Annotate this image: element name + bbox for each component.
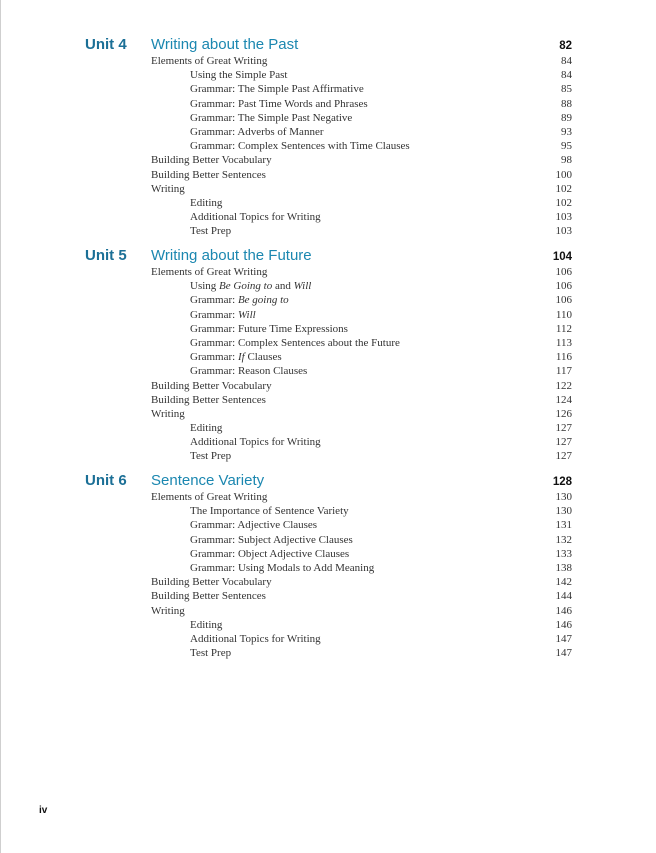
toc-entry[interactable] xyxy=(0,168,656,182)
toc-entry-label: Building Better Vocabulary xyxy=(151,154,272,167)
toc-entry-page: 110 xyxy=(555,308,572,321)
toc-entry-label: Elements of Great Writing xyxy=(151,491,268,503)
toc-subentry[interactable] xyxy=(0,547,656,561)
unit-heading[interactable] xyxy=(0,472,656,490)
toc-entry-label: Additional Topics for Writing xyxy=(190,632,321,645)
toc-entry-page: 132 xyxy=(555,533,572,546)
toc-subentry[interactable] xyxy=(0,518,656,532)
toc-entry-label: Test Prep xyxy=(190,647,232,660)
toc-entry-label: Grammar: Be going to xyxy=(190,294,289,307)
toc-entry-page: 127 xyxy=(555,436,572,449)
toc-entry-page: 147 xyxy=(555,632,572,645)
toc-entry-label: Test Prep xyxy=(190,225,232,238)
toc-subentry[interactable] xyxy=(0,646,656,660)
toc-entry-label: Grammar: Reason Clauses xyxy=(190,365,308,378)
toc-entry[interactable] xyxy=(0,575,656,589)
unit-number: Unit 6 xyxy=(85,472,127,489)
unit-section xyxy=(0,472,656,660)
unit-number: Unit 4 xyxy=(85,36,127,53)
toc-entry-label: Grammar: If Clauses xyxy=(190,351,282,364)
toc-entry-page: 131 xyxy=(555,519,572,532)
toc-entry-page: 103 xyxy=(555,225,572,238)
toc-entry-label: Building Better Sentences xyxy=(151,590,266,603)
toc-entry-label: Elements of Great Writing xyxy=(151,55,268,67)
toc-subentry[interactable] xyxy=(0,504,656,518)
unit-section xyxy=(0,36,656,238)
toc-entry-label: Grammar: Will xyxy=(190,308,256,321)
toc-entry-page: 102 xyxy=(555,196,572,209)
toc-entry-label: The Importance of Sentence Variety xyxy=(190,505,349,518)
toc-entry-label: Writing xyxy=(151,182,185,195)
toc-entry-page: 93 xyxy=(561,125,572,138)
toc-entry-page: 142 xyxy=(555,576,572,589)
toc-entry-label: Grammar: Complex Sentences with Time Clauses xyxy=(190,140,410,153)
toc-entry[interactable] xyxy=(0,153,656,167)
toc-entry-label: Editing xyxy=(190,196,223,209)
toc-entry[interactable] xyxy=(0,589,656,603)
toc-entry-page: 138 xyxy=(555,561,572,574)
toc-entry-label: Additional Topics for Writing xyxy=(190,436,321,449)
toc-entry-label: Building Better Vocabulary xyxy=(151,576,272,589)
toc-entry-page: 84 xyxy=(561,55,572,67)
toc-subentry[interactable] xyxy=(0,533,656,547)
toc-entry-page: 126 xyxy=(555,407,572,420)
unit-page-number: 128 xyxy=(552,476,572,488)
toc-entry[interactable] xyxy=(0,407,656,421)
toc-entry[interactable] xyxy=(0,379,656,393)
toc-entry-label: Editing xyxy=(190,422,223,435)
unit-heading[interactable] xyxy=(0,36,656,54)
toc-entry-page: 100 xyxy=(555,168,572,181)
toc-entry-label: Grammar: Subject Adjective Clauses xyxy=(190,533,353,546)
toc-entry-label: Grammar: Complex Sentences about the Future xyxy=(190,336,400,349)
toc-subentry[interactable] xyxy=(0,82,656,96)
toc-entry-label: Grammar: The Simple Past Negative xyxy=(190,111,353,124)
toc-entry-page: 130 xyxy=(555,491,572,503)
toc-subentry[interactable] xyxy=(0,421,656,435)
page-folio: iv xyxy=(39,805,48,816)
toc-subentry[interactable] xyxy=(0,293,656,307)
toc-entry-label: Grammar: Adverbs of Manner xyxy=(190,125,324,138)
toc-subentry[interactable] xyxy=(0,322,656,336)
toc-entry-label: Using Be Going to and Will xyxy=(190,280,312,293)
toc-entry-label: Using the Simple Past xyxy=(190,69,288,82)
toc-entry-label: Writing xyxy=(151,407,185,420)
toc-subentry[interactable] xyxy=(0,196,656,210)
toc-subentry[interactable] xyxy=(0,350,656,364)
toc-entry-page: 88 xyxy=(561,97,572,110)
toc-entry-page: 98 xyxy=(561,154,572,167)
toc-entry-page: 103 xyxy=(555,211,572,224)
toc-entry-label: Elements of Great Writing xyxy=(151,266,268,278)
toc-subentry[interactable] xyxy=(0,139,656,153)
toc-entry-page: 124 xyxy=(555,393,572,406)
toc-entry-page: 112 xyxy=(555,322,572,335)
toc-entry-page: 127 xyxy=(555,422,572,435)
unit-title: Writing about the Past xyxy=(151,36,299,53)
toc-subentry[interactable] xyxy=(0,632,656,646)
toc-subentry[interactable] xyxy=(0,435,656,449)
toc-entry[interactable] xyxy=(0,393,656,407)
toc-entry-label: Grammar: Future Time Expressions xyxy=(190,322,348,335)
toc-entry-label: Additional Topics for Writing xyxy=(190,211,321,224)
toc-subentry[interactable] xyxy=(0,308,656,322)
toc-entry-label: Building Better Vocabulary xyxy=(151,379,272,392)
toc-entry[interactable] xyxy=(0,182,656,196)
toc-entry-page: 113 xyxy=(555,336,572,349)
toc-subentry[interactable] xyxy=(0,97,656,111)
toc-entry-label: Grammar: The Simple Past Affirmative xyxy=(190,83,364,96)
toc-subentry[interactable] xyxy=(0,618,656,632)
toc-entry-page: 95 xyxy=(561,140,572,153)
toc-subentry[interactable] xyxy=(0,68,656,82)
toc-entry-label: Test Prep xyxy=(190,450,232,463)
toc-subentry[interactable] xyxy=(0,224,656,238)
unit-heading[interactable] xyxy=(0,247,656,265)
toc-entry-page: 130 xyxy=(555,505,572,518)
toc-entry-page: 102 xyxy=(555,182,572,195)
toc-entry[interactable] xyxy=(0,265,656,279)
toc-subentry[interactable] xyxy=(0,279,656,293)
toc-entry-label: Grammar: Object Adjective Clauses xyxy=(190,547,350,560)
toc-subentry[interactable] xyxy=(0,210,656,224)
toc-entry-page: 106 xyxy=(555,266,572,278)
toc-entry[interactable] xyxy=(0,54,656,68)
toc-subentry[interactable] xyxy=(0,364,656,378)
unit-section xyxy=(0,247,656,464)
toc-subentry[interactable] xyxy=(0,336,656,350)
toc-entry-page: 85 xyxy=(561,83,572,96)
toc-entry-page: 127 xyxy=(555,450,572,463)
toc-entry-page: 147 xyxy=(555,647,572,660)
toc-entry-page: 89 xyxy=(561,111,572,124)
unit-title: Writing about the Future xyxy=(151,247,312,264)
toc-entry-page: 122 xyxy=(555,379,572,392)
toc-entry-label: Building Better Sentences xyxy=(151,393,266,406)
toc-entry[interactable] xyxy=(0,490,656,504)
toc-entry-page: 146 xyxy=(555,604,572,617)
toc-entry-page: 116 xyxy=(555,351,572,364)
toc-entry-page: 106 xyxy=(555,294,572,307)
toc-entry-page: 106 xyxy=(555,280,572,293)
toc-entry-label: Grammar: Adjective Clauses xyxy=(190,519,318,532)
toc-entry[interactable] xyxy=(0,604,656,618)
toc-entry-label: Building Better Sentences xyxy=(151,168,266,181)
toc-entry-page: 133 xyxy=(555,547,572,560)
unit-page-number: 104 xyxy=(552,251,572,263)
toc-entry-page: 144 xyxy=(555,590,572,603)
unit-title: Sentence Variety xyxy=(151,472,265,489)
toc-entry-label: Editing xyxy=(190,618,223,631)
toc-subentry[interactable] xyxy=(0,449,656,463)
toc-entry-label: Writing xyxy=(151,604,185,617)
toc-entry-page: 146 xyxy=(555,618,572,631)
toc-subentry[interactable] xyxy=(0,561,656,575)
toc-subentry[interactable] xyxy=(0,111,656,125)
toc-entry-page: 84 xyxy=(561,69,572,82)
toc-subentry[interactable] xyxy=(0,125,656,139)
unit-number: Unit 5 xyxy=(85,247,127,264)
toc-entry-label: Grammar: Using Modals to Add Meaning xyxy=(190,561,375,574)
toc-entry-label: Grammar: Past Time Words and Phrases xyxy=(190,97,368,110)
toc-entry-page: 117 xyxy=(555,365,572,378)
unit-page-number: 82 xyxy=(559,40,572,52)
